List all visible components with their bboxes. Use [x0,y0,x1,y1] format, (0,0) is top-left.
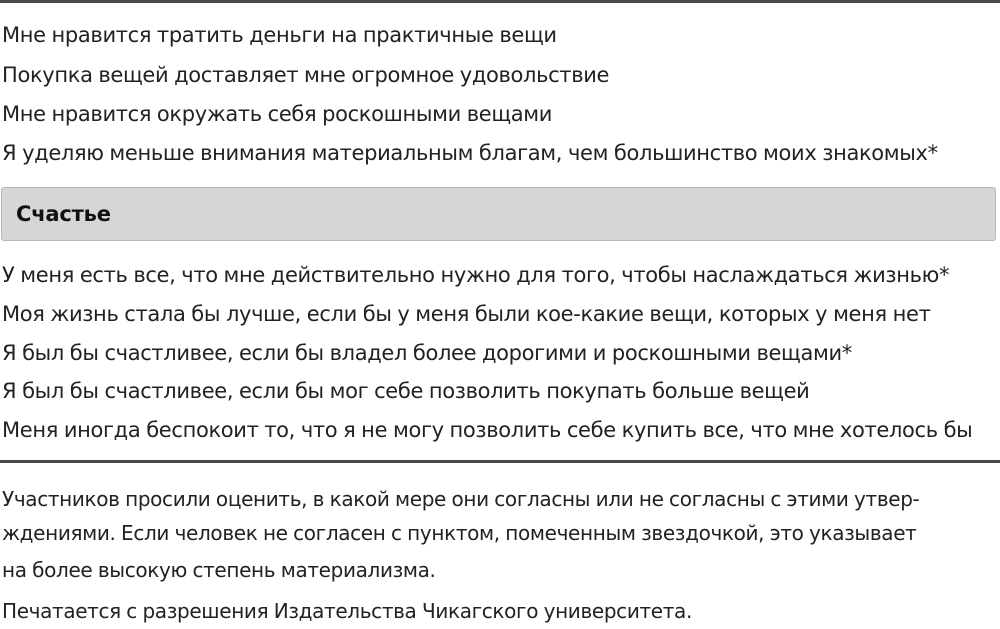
happiness-item: Меня иногда беспокоит то, что я не могу позволить себе купить все, что мне хотелось бы [2,418,973,442]
explanation-note-line: Участников просили оценить, в какой мере они согласны или не согласны с этими утвер- [2,487,920,511]
happiness-item: Я был бы счастливее, если бы владел более дорогими и роскошными вещами* [2,341,852,365]
explanation-note-line: на более высокую степень материализма. [2,558,436,582]
section-title: Счастье [16,202,111,226]
happiness-item: Моя жизнь стала бы лучше, если бы у меня были кое-какие вещи, которых у меня нет [2,302,931,326]
top-rule [0,0,1000,3]
permission-note: Печатается с разрешения Издательства Чикагского университета. [2,599,692,623]
happiness-item: Я был бы счастливее, если бы мог себе позволить покупать больше вещей [2,379,810,403]
explanation-note-line: ждениями. Если человек не согласен с пунктом, помеченным звездочкой, это указывает [2,521,917,545]
materialism-item: Покупка вещей доставляет мне огромное удовольствие [2,63,610,87]
materialism-item: Мне нравится окружать себя роскошными вещами [2,102,553,126]
section-header-happiness [1,187,996,241]
materialism-item: Я уделяю меньше внимания материальным благам, чем большинство моих знакомых* [2,141,938,165]
materialism-item: Мне нравится тратить деньги на практичные вещи [2,23,557,47]
happiness-item: У меня есть все, что мне действительно нужно для того, чтобы наслаждаться жизнью* [2,263,950,287]
section-divider [0,460,1000,463]
